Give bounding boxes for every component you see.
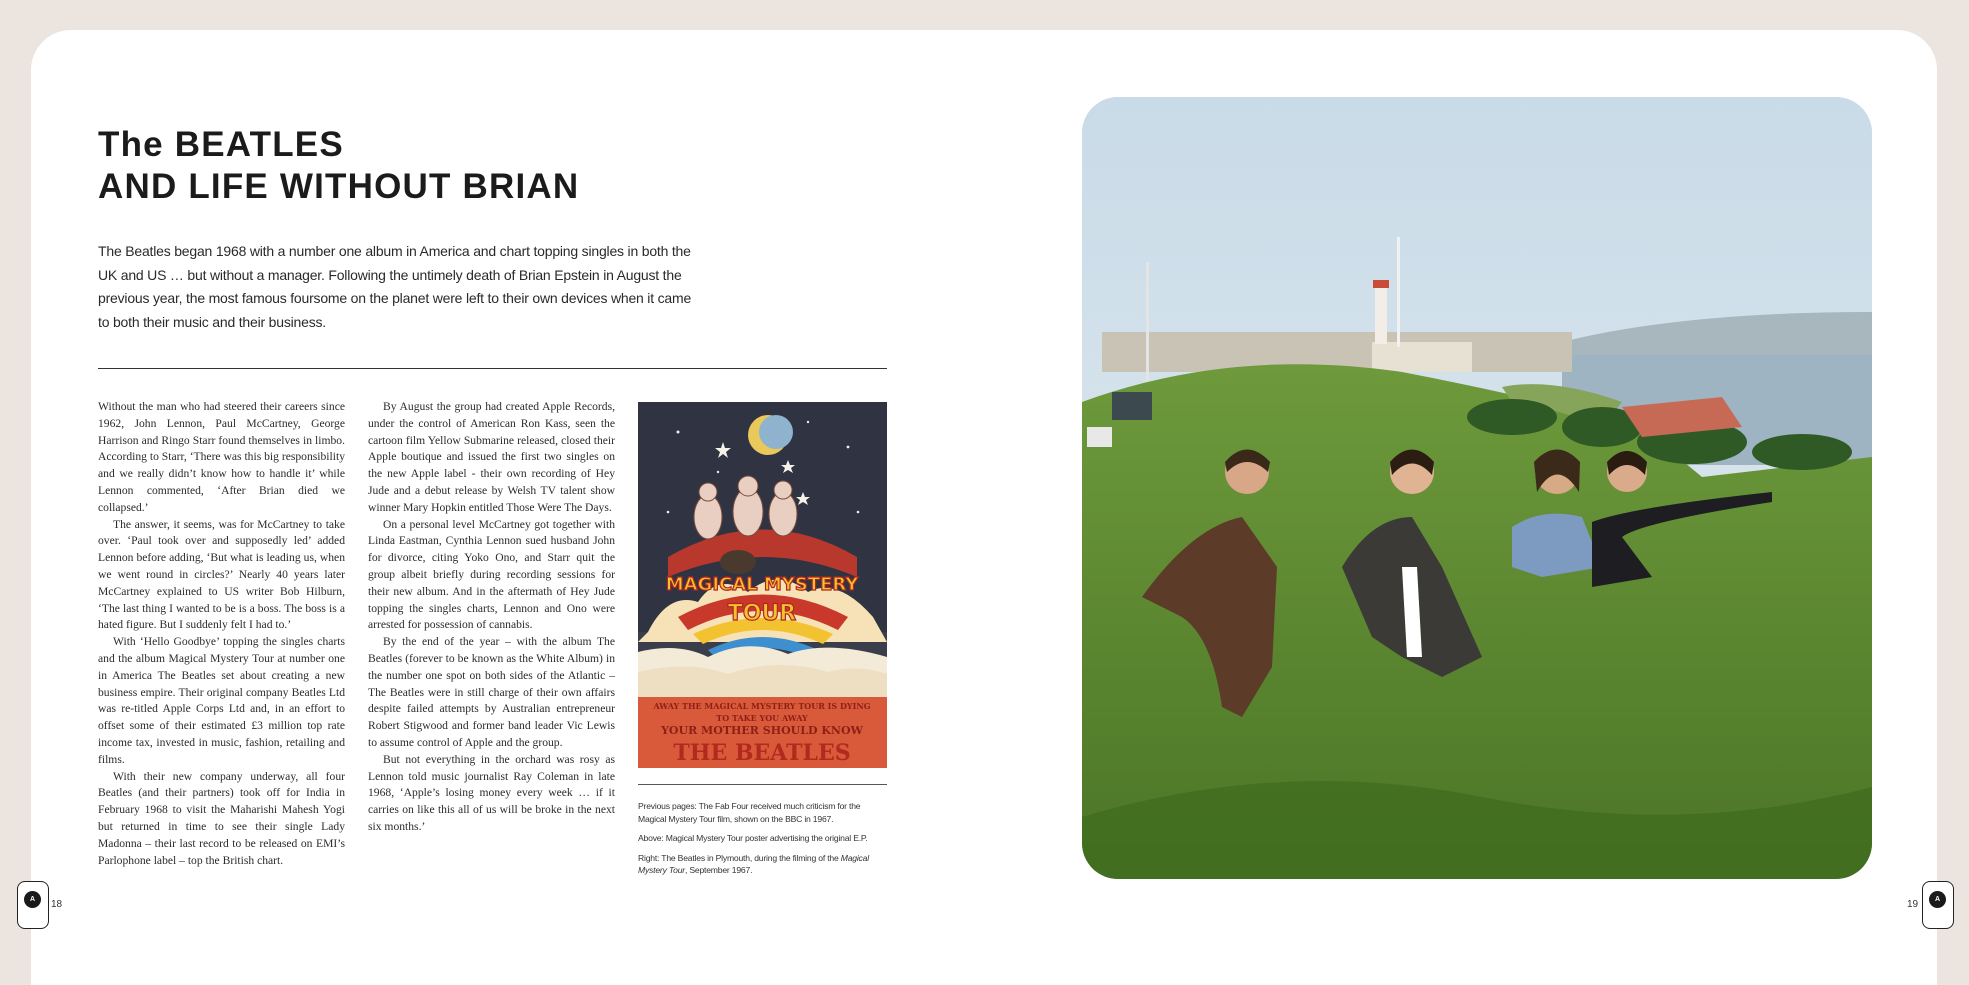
caption-divider	[638, 784, 887, 785]
magical-mystery-tour-poster	[638, 402, 887, 768]
body-column-2	[368, 399, 615, 836]
logo-icon: A	[24, 891, 41, 908]
article-intro: The Beatles began 1968 with a number one album in America and chart topping singles in both the UK and US … but without a manager. Following the untimely death of Brian Epstein in August the previous year, the most famous foursome on the planet were left to their own devices when it came to both their music and their business.	[98, 243, 692, 330]
paragraph: But not everything in the orchard was rosy as Lennon told music journalist Ray Coleman in late 1968, ‘Apple’s losing money every week … if it carries on like this all of us will be broke in the next six months.’	[368, 752, 615, 833]
paragraph: With ‘Hello Goodbye’ topping the singles charts and the album Magical Mystery Tour at number one in America The Beatles set about creating a new business empire. Their original company Beatles Ltd was re-titled Apple Corps Ltd and, in an effort to offset some of their estimated £3 million top rate income tax, invested in music, fashion, retailing and films.	[98, 635, 345, 766]
body-column-1	[98, 399, 345, 869]
article-title	[98, 124, 579, 208]
paragraph: With their new company underway, all four Beatles (and their partners) took off for India in February 1968 to visit the Maharishi Mahesh Yogi but returned in time to see their single Lady Madonna – their last record to be released on EMI’s Parlophone label – top the British chart.	[98, 769, 345, 867]
paragraph: By August the group had created Apple Records, under the control of American Ron Kass, seen the cartoon film Yellow Submarine released, closed their Apple boutique and issued the first two singles on the new Apple label - their own recording of Hey Jude and a debut release by Welsh TV talent show winner Mary Hopkin entitled Those Were The Days.	[368, 400, 615, 514]
caption-above: Above: Magical Mystery Tour poster advertising the original E.P.	[638, 833, 868, 843]
beatles-plymouth-photo	[1082, 97, 1872, 879]
title-line-1: The BEATLES	[98, 125, 344, 164]
poster-title-line-2: TOUR	[727, 601, 797, 626]
paragraph: The answer, it seems, was for McCartney to take over. ‘Paul took over and supposedly led’ added Lennon before adding, ‘But what is leading us, when we went round in circles?’ Nearly 40 years later McCartney explained to US writer Bob Hilburn, ‘The last thing I wanted to be is a boss. The boss is a hated figure. But I suddenly felt I had to.’	[98, 517, 345, 632]
section-divider	[98, 368, 887, 369]
right-page-number: 19	[1907, 899, 1919, 910]
paragraph: Without the man who had steered their careers since 1962, John Lennon, Paul McCartney, George Harrison and Ringo Starr found themselves in limbo. According to Starr, ‘There was this big responsibility and we really didn’t know how to handle it’ while Lennon commented, ‘After Brian died we collapsed.’	[98, 400, 345, 514]
paragraph: On a personal level McCartney got together with Linda Eastman, Cynthia Lennon sued husband John for divorce, citing Yoko Ono, and Starr quit the group albeit briefly during recording sessions for their new album. And in the aftermath of Hey Jude topping the singles charts, Lennon and Ono were arrested for possession of cannabis.	[368, 517, 615, 632]
left-folio-badge	[17, 881, 49, 929]
poster-band-name: THE BEATLES	[673, 740, 851, 766]
captions	[638, 800, 890, 884]
poster-text-2: TO TAKE YOU AWAY	[716, 713, 808, 723]
right-folio-badge	[1922, 881, 1954, 929]
paragraph: By the end of the year – with the album The Beatles (forever to be known as the White Album) in the number one spot on both sides of the Atlantic – The Beatles were in still charge of their own affairs despite failed attempts by Australian entrepreneur Robert Stigwood and former band leader Vic Lewis to assume control of Apple and the group.	[368, 635, 615, 749]
poster-title-line-1: MAGICAL MYSTERY	[665, 574, 859, 595]
caption-previous: Previous pages: The Fab Four received much criticism for the Magical Mystery Tour film, shown on the BBC in 1967.	[638, 801, 861, 824]
poster-text-1: AWAY THE MAGICAL MYSTERY TOUR IS DYING	[653, 701, 871, 711]
caption-right: Right: The Beatles in Plymouth, during the filming of the Magical Mystery Tour, September 1967.	[638, 852, 869, 875]
logo-icon: A	[1929, 891, 1946, 908]
title-line-2: AND LIFE WITHOUT BRIAN	[98, 167, 580, 206]
poster-text-3: YOUR MOTHER SHOULD KNOW	[661, 724, 863, 737]
left-page-number: 18	[51, 899, 63, 910]
